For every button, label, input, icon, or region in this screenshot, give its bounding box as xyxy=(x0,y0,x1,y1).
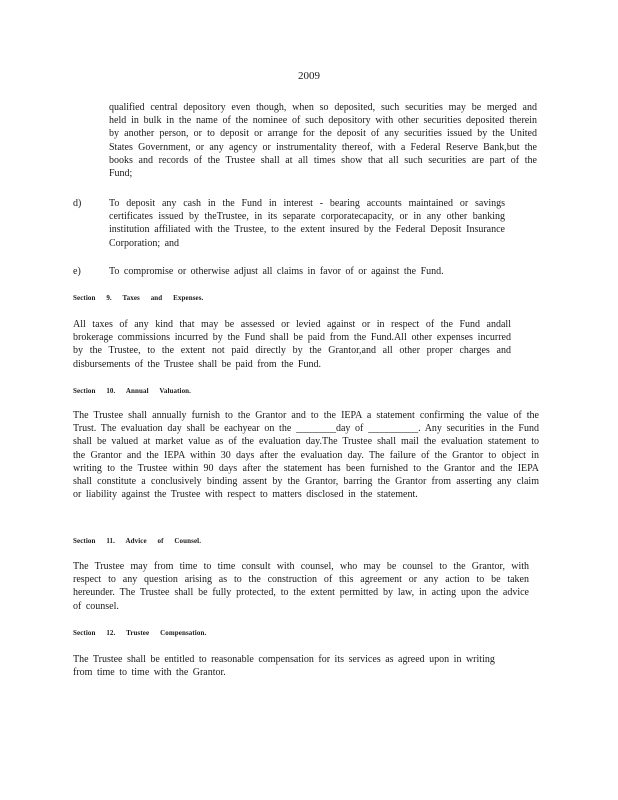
list-item-d-text: To deposit any cash in the Fund in interest - bearing accounts maintained or savings certificates issued by theTrustee, in its separate corporatecapacity, or in any other banking institution affiliated with the Trustee, to the extent insured by the Federal Deposit Insurance Corporation; and xyxy=(109,198,505,249)
section-12-body: The Trustee shall be entitled to reasonable compensation for its services as agreed upon in writing from time to time with the Grantor. xyxy=(73,654,495,679)
list-item-e-text: To compromise or otherwise adjust all claims in favor of or against the Fund. xyxy=(109,266,444,277)
continuation-paragraph: qualified central depository even though, when so deposited, such securities may be merged and held in bulk in the name of the nominee of such depository with other securities deposited therein by another person, or to deposit or arrange for the deposit of any securities issued by the United States Government, or any agency or instrumentality thereof, with a Federal Reserve Bank,but the books and records of the Trustee shall at all times show that all such securities are part of the Fund; xyxy=(109,102,537,180)
section-11-heading: Section 11. Advice of Counsel. xyxy=(73,537,202,545)
list-item-d-marker: d) xyxy=(73,198,82,209)
list-item-e-marker: e) xyxy=(73,266,81,277)
page-number: 2009 xyxy=(298,70,320,82)
section-10-body: The Trustee shall annually furnish to the Grantor and to the IEPA a statement confirming the value of the Trust. The evaluation day shall be eachyear on the ________day of __________. Any securities in the Fund shall be valued at market value as of the evaluation day.The Trustee shall mail the evaluation statement to the Grantor and the IEPA within 30 days after the evaluation day. The failure of the Grantor to object in writing to the Trustee within 90 days after the statement has been furnished to the Grantor and the IEPA shall constitute a conclusively binding assent by the Grantor, barring the Grantor from asserting any claim or liability against the Trustee with respect to matters disclosed in the statement. xyxy=(73,410,539,501)
section-10-heading: Section 10. Annual Valuation. xyxy=(73,387,192,395)
section-11-body: The Trustee may from time to time consult with counsel, who may be counsel to the Grantor, with respect to any question arising as to the construction of this agreement or any action to be taken hereunder. The Trustee shall be fully protected, to the extent permitted by law, in acting upon the advice of counsel. xyxy=(73,561,529,612)
section-9-body: All taxes of any kind that may be assessed or levied against or in respect of the Fund andall brokerage commissions incurred by the Fund shall be paid from the Fund.All other expenses incurred by the Trustee, to the extent not paid directly by the Grantor,and all other proper charges and disbursements of the Trustee shall be paid from the Fund. xyxy=(73,319,511,370)
section-9-heading: Section 9. Taxes and Expenses. xyxy=(73,294,204,302)
section-12-heading: Section 12. Trustee Compensation. xyxy=(73,629,207,637)
